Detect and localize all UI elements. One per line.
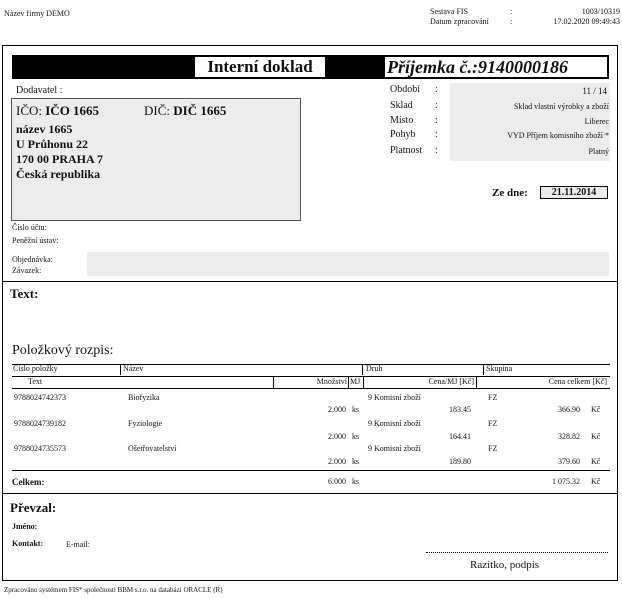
date-label: Datum zpracování [430, 17, 489, 26]
misto-label: Místo [390, 115, 414, 126]
total-qty: 6.000 [328, 477, 346, 486]
total-unit: ks [352, 477, 360, 486]
item-1-druh: 9 Komisní zboží [368, 393, 421, 402]
header-mnozstvi: Množství [316, 377, 347, 386]
item-1-unit: ks [352, 405, 360, 414]
item-2-druh: 9 Komisní zboží [368, 419, 421, 428]
transfer-email-label: E-mail: [66, 540, 90, 549]
dic-label: DIČ: [144, 103, 170, 118]
header-cislo: Číslo položky [13, 364, 58, 373]
item-3-druh: 9 Komisní zboží [368, 444, 421, 453]
obdobi-value: 11 / 14 [582, 86, 607, 96]
platnost-colon: : [435, 145, 438, 156]
separator-line [2, 281, 617, 282]
pohyb-colon: : [435, 129, 438, 140]
item-3-name: Ošetřovatelství [128, 444, 177, 453]
ico-value: IČO 1665 [45, 103, 100, 118]
item-3-skupina: FZ [488, 444, 498, 453]
doc-number-label: Příjemka č.: [387, 57, 478, 77]
sklad-colon: : [435, 100, 438, 111]
date-issue-label: Ze dne: [492, 187, 528, 199]
header-cena-mj: Cena/MJ [Kč] [428, 377, 474, 386]
item-2-unit: ks [352, 432, 360, 441]
items-header-row1 [12, 364, 610, 377]
items-title: Položkový rozpis: [12, 343, 114, 358]
misto-value: Liberec [584, 117, 609, 126]
transfer-title: Převzal: [10, 500, 57, 515]
header-mj: MJ [350, 377, 361, 386]
stamp-label: Razítko, podpis [470, 559, 540, 571]
item-2-price: 164.41 [449, 432, 471, 441]
item-1-total: 366.90 [558, 405, 580, 414]
transfer-name-label: Jméno: [12, 522, 38, 531]
sklad-value: Sklad vlastní výrobky a zboží [513, 102, 609, 111]
pohyb-value: VYD Příjem komisního zboží * [507, 131, 609, 140]
total-value: 1 075.32 [552, 477, 580, 486]
report-label: Sestava FIS [430, 7, 468, 16]
signature-line [426, 552, 608, 553]
account-label: Číslo účtu: [12, 223, 47, 232]
date-value: 17.02.2020 09:49:43 [553, 17, 620, 26]
item-3-qty: 2.000 [328, 457, 346, 466]
debt-label: Závazek: [12, 266, 42, 275]
item-1-skupina: FZ [488, 393, 498, 402]
report-colon: : [510, 7, 513, 16]
item-2-code: 9788024739182 [14, 419, 66, 428]
supplier-name: název 1665 [16, 122, 73, 136]
document-number [387, 57, 607, 77]
doc-number-value: 9140000186 [477, 57, 568, 77]
item-2-name: Fyziologie [128, 419, 163, 428]
total-label: Celkem: [12, 477, 45, 487]
total-currency: Kč [591, 477, 601, 486]
item-2-currency: Kč [591, 432, 601, 441]
report-value: 1003/10319 [581, 7, 620, 16]
header-nazev: Název [123, 364, 144, 373]
item-3-code: 9788024735573 [14, 444, 66, 453]
transfer-contact-label: Kontakt: [12, 539, 44, 548]
header-divider [348, 377, 349, 388]
platnost-label: Platnost [390, 145, 423, 156]
item-2-qty: 2.000 [328, 432, 346, 441]
item-3-unit: ks [352, 457, 360, 466]
order-label: Objednávka: [12, 255, 53, 264]
item-3-total: 379.60 [558, 457, 580, 466]
header-divider [483, 364, 484, 375]
supplier-street: U Průhonu 22 [16, 137, 89, 151]
separator-line [2, 493, 617, 494]
items-total-line [12, 470, 610, 471]
header-text: Text [28, 377, 43, 386]
supplier-ico [16, 103, 99, 119]
text-section-label: Text: [10, 286, 39, 301]
item-2-total: 328.82 [558, 432, 580, 441]
item-1-code: 9788024742373 [14, 393, 66, 402]
item-1-currency: Kč [591, 405, 601, 414]
supplier-address [16, 122, 103, 182]
item-1-price: 183.45 [449, 405, 471, 414]
misto-colon: : [435, 115, 438, 126]
header-black-left [12, 55, 195, 79]
supplier-country: Česká republika [16, 167, 101, 181]
header-druh: Druh [366, 364, 383, 373]
header-black-mid [325, 55, 385, 79]
dic-value: DIČ 1665 [173, 103, 227, 118]
sklad-label: Sklad [390, 100, 413, 111]
document-title: Interní doklad [195, 57, 325, 77]
header-divider [362, 364, 363, 375]
platnost-value: Platný [588, 147, 609, 156]
date-issue-value: 21.11.2014 [540, 186, 608, 199]
item-3-currency: Kč [591, 457, 601, 466]
item-1-name: Biofyzika [128, 393, 160, 402]
date-colon: : [510, 17, 513, 26]
company-name: Název firmy DEMO [4, 9, 70, 18]
bank-label: Peněžní ústav: [12, 236, 59, 245]
header-divider [120, 364, 121, 375]
supplier-label: Dodavatel : [16, 85, 63, 96]
obdobi-label: Období [390, 84, 420, 95]
header-cena-celkem: Cena celkem [Kč] [548, 377, 607, 386]
item-2-skupina: FZ [488, 419, 498, 428]
item-3-price: 189.80 [449, 457, 471, 466]
footer-text: Zpracováno systémem FIS* společnosti BBM s.r.o. na databázi ORACLE (R) [4, 586, 223, 594]
item-1-qty: 2.000 [328, 405, 346, 414]
obdobi-colon: : [435, 84, 438, 95]
pohyb-label: Pohyb [390, 129, 416, 140]
order-box [87, 252, 609, 276]
supplier-city: 170 00 PRAHA 7 [16, 152, 103, 166]
supplier-dic [144, 103, 226, 119]
header-skupina: Skupina [486, 364, 513, 373]
ico-label: IČO: [16, 103, 42, 118]
